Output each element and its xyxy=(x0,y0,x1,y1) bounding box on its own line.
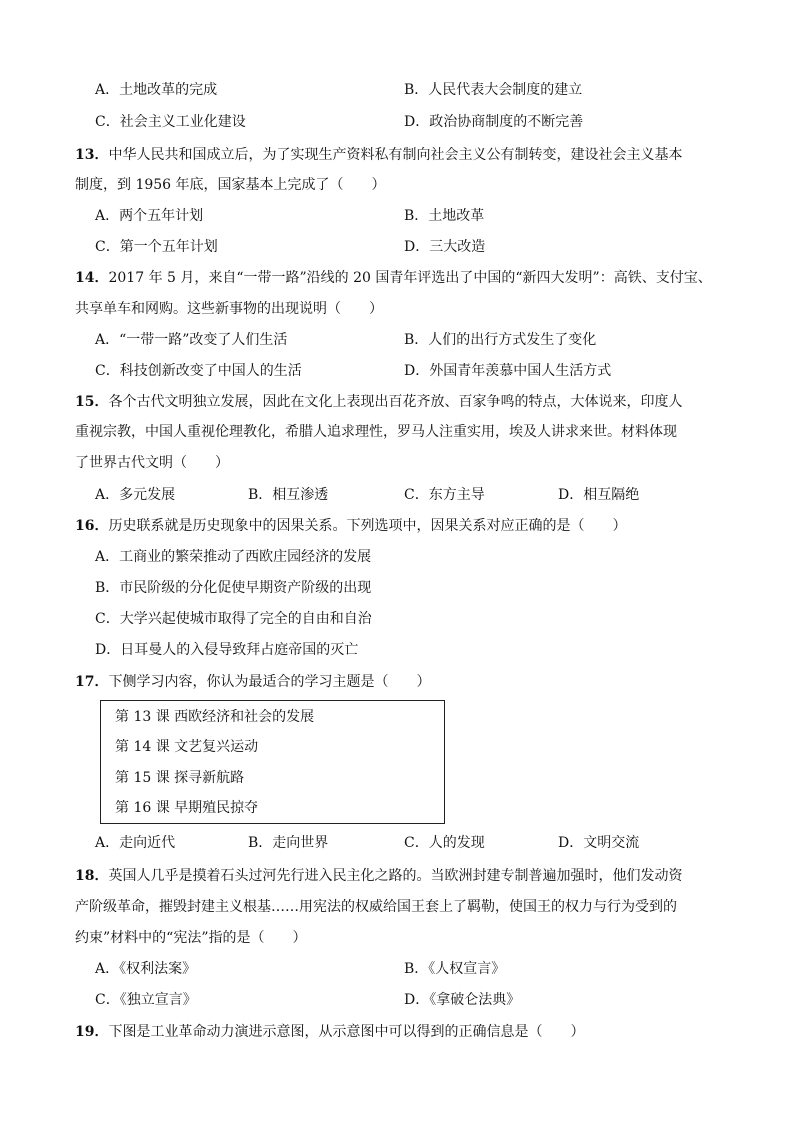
q12-option-b[interactable]: B．人民代表大会制度的建立 xyxy=(404,82,583,98)
q16-option-a[interactable]: A．工商业的繁荣推动了西欧庄园经济的发展 xyxy=(95,549,372,565)
q17-number: 17． xyxy=(75,674,109,690)
q14-option-c[interactable]: C．科技创新改变了中国人的生活 xyxy=(95,363,302,379)
q15-option-b[interactable]: B．相互渗透 xyxy=(248,487,329,503)
q18-stem-text-1: 英国人几乎是摸着石头过河先行进入民主化之路的。当欧洲封建专制普遍加强时，他们发动资 xyxy=(108,868,683,884)
q17-lesson-box xyxy=(100,700,445,824)
q16-option-c[interactable]: C．大学兴起使城市取得了完全的自由和自治 xyxy=(95,611,372,627)
q13-option-a[interactable]: A．两个五年计划 xyxy=(95,208,204,224)
q17-lesson-13: 第 13 课 西欧经济和社会的发展 xyxy=(115,709,315,725)
q14-stem-line-2: 共享单车和网购。这些新事物的出现说明（ ） xyxy=(75,301,383,317)
q13-number: 13． xyxy=(75,147,109,163)
q18-stem-line-1 xyxy=(75,866,682,886)
q13-stem-line-2: 制度，到 1956 年底，国家基本上完成了（ ） xyxy=(75,177,386,193)
q18-stem-line-2: 产阶级革命，摧毁封建主义根基……用宪法的权威给国王套上了羁勒，使国王的权力与行为受到的 xyxy=(75,899,677,915)
q14-option-d[interactable]: D．外国青年羡慕中国人生活方式 xyxy=(404,363,612,379)
q14-number: 14． xyxy=(75,270,109,286)
q15-option-a[interactable]: A．多元发展 xyxy=(95,487,176,503)
q13-stem-text-1: 中华人民共和国成立后，为了实现生产资料私有制向社会主义公有制转变，建设社会主义基本 xyxy=(108,147,683,163)
q18-option-b[interactable]: B．《人权宣言》 xyxy=(404,961,506,977)
q15-stem-line-1 xyxy=(75,392,682,412)
q15-option-c[interactable]: C．东方主导 xyxy=(404,487,485,503)
q14-option-b[interactable]: B．人们的出行方式发生了变化 xyxy=(404,332,597,348)
q19-stem-text-1: 下图是工业革命动力演进示意图，从示意图中可以得到的正确信息是（ ） xyxy=(108,1024,585,1040)
q18-option-d[interactable]: D．《拿破仑法典》 xyxy=(404,992,521,1008)
q14-option-a[interactable]: A．“一带一路”改变了人们生活 xyxy=(95,332,288,348)
q15-stem-text-1: 各个古代文明独立发展，因此在文化上表现出百花齐放、百家争鸣的特点，大体说来，印度人 xyxy=(108,394,683,410)
q13-option-b[interactable]: B．土地改革 xyxy=(404,208,485,224)
q13-option-d[interactable]: D．三大改造 xyxy=(404,239,486,255)
q17-lesson-14: 第 14 课 文艺复兴运动 xyxy=(115,739,259,755)
q18-stem-line-3: 约束”材料中的“宪法”指的是（ ） xyxy=(75,930,307,946)
q18-number: 18． xyxy=(75,868,109,884)
q12-option-a[interactable]: A．土地改革的完成 xyxy=(95,82,218,98)
q17-lesson-16: 第 16 课 早期殖民掠夺 xyxy=(115,800,259,816)
q16-stem-line-1 xyxy=(75,516,626,536)
q15-stem-line-3: 了世界古代文明（ ） xyxy=(75,455,229,471)
q17-option-d[interactable]: D．文明交流 xyxy=(558,835,640,851)
q16-stem-text-1: 历史联系就是历史现象中的因果关系。下列选项中，因果关系对应正确的是（ ） xyxy=(108,518,627,534)
q19-number: 19． xyxy=(75,1024,109,1040)
q17-option-b[interactable]: B．走向世界 xyxy=(248,835,329,851)
q16-option-b[interactable]: B．市民阶级的分化促使早期资产阶级的出现 xyxy=(95,580,372,596)
q17-option-a[interactable]: A．走向近代 xyxy=(95,835,176,851)
q15-stem-line-2: 重视宗教，中国人重视伦理教化，希腊人追求理性，罗马人注重实用，埃及人讲求来世。材料体现 xyxy=(75,424,677,440)
q15-option-d[interactable]: D．相互隔绝 xyxy=(558,487,640,503)
q19-stem-line-1 xyxy=(75,1022,584,1042)
q18-option-a[interactable]: A．《权利法案》 xyxy=(95,961,197,977)
q12-option-d[interactable]: D．政治协商制度的不断完善 xyxy=(404,114,584,130)
q16-option-d[interactable]: D．日耳曼人的入侵导致拜占庭帝国的灭亡 xyxy=(95,642,359,658)
q14-stem-line-1 xyxy=(75,268,712,288)
q17-lesson-15: 第 15 课 探寻新航路 xyxy=(115,770,245,786)
q17-stem-text-1: 下侧学习内容，你认为最适合的学习主题是（ ） xyxy=(108,674,431,690)
q12-option-c[interactable]: C．社会主义工业化建设 xyxy=(95,114,246,130)
q13-option-c[interactable]: C．第一个五年计划 xyxy=(95,239,218,255)
q17-option-c[interactable]: C．人的发现 xyxy=(404,835,485,851)
q17-stem-line-1 xyxy=(75,672,430,692)
q16-number: 16． xyxy=(75,518,109,534)
q18-option-c[interactable]: C．《独立宣言》 xyxy=(95,992,197,1008)
q13-stem-line-1 xyxy=(75,145,682,165)
q15-number: 15． xyxy=(75,394,109,410)
q14-stem-text-1: 2017 年 5 月，来自“一带一路”沿线的 20 国青年评选出了中国的“新四大发明”：高铁、支付宝、 xyxy=(108,270,712,286)
